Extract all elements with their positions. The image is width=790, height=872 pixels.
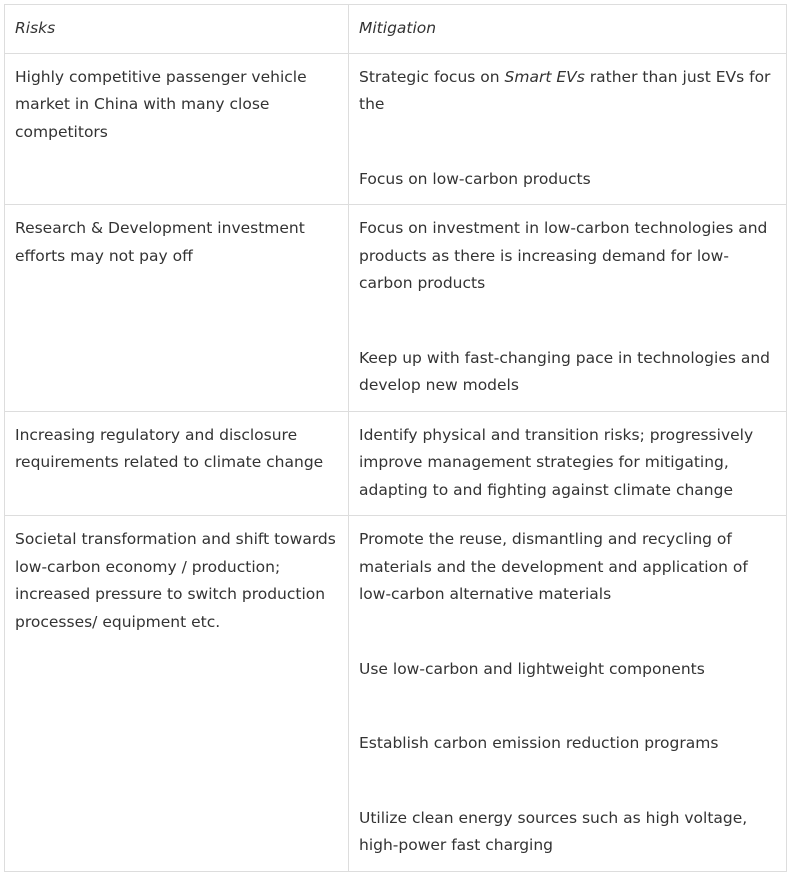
risk-cell (5, 411, 349, 516)
risk-text: Research & Development investment efforts may not pay off (15, 219, 305, 265)
risk-mitigation-table (4, 4, 787, 872)
table-row (5, 516, 787, 872)
risk-text: Increasing regulatory and disclosure requirements related to climate change (15, 425, 324, 471)
table-row (5, 205, 787, 412)
table-header-row (5, 5, 787, 54)
mitigation-text: Use low-carbon and lightweight components (359, 659, 705, 678)
mitigation-emphasis: Smart EVs (504, 67, 585, 86)
table-row (5, 53, 787, 205)
table-row (5, 411, 787, 516)
mitigation-text: Identify physical and transition risks; progressively improve management strategies for mitigating, adapting to and fighting against climate change (359, 425, 754, 499)
mitigation-cell (349, 205, 787, 412)
risk-text: Societal transformation and shift towards low-carbon economy / production; increased pressure to switch production processes/ equipment etc. (15, 530, 336, 631)
risks-column-header: Risks (5, 5, 349, 54)
mitigation-text: Keep up with fast-changing pace in technologies and develop new models (359, 348, 771, 394)
mitigation-text: Promote the reuse, dismantling and recycling of materials and the development and application of low-carbon alternative materials (359, 530, 748, 603)
mitigation-cell (349, 516, 787, 872)
risk-cell (5, 516, 349, 872)
risk-text: Highly competitive passenger vehicle market in China with many close competitors (15, 67, 307, 141)
mitigation-text-part: Strategic focus on (359, 67, 505, 86)
mitigation-text (359, 64, 776, 119)
mitigation-text: Focus on investment in low-carbon technologies and products as there is increasing demand for low-carbon products (359, 219, 768, 292)
mitigation-text-part: rather than just EVs for the (359, 67, 771, 113)
mitigation-text: Utilize clean energy sources such as high voltage, high-power fast charging (359, 808, 748, 854)
mitigation-column-header: Mitigation (349, 5, 787, 54)
risk-cell (5, 53, 349, 205)
mitigation-cell (349, 411, 787, 516)
mitigation-text: Focus on low-carbon products (359, 169, 591, 188)
mitigation-text: Establish carbon emission reduction programs (359, 734, 719, 752)
mitigation-cell (349, 53, 787, 205)
risk-cell (5, 205, 349, 412)
